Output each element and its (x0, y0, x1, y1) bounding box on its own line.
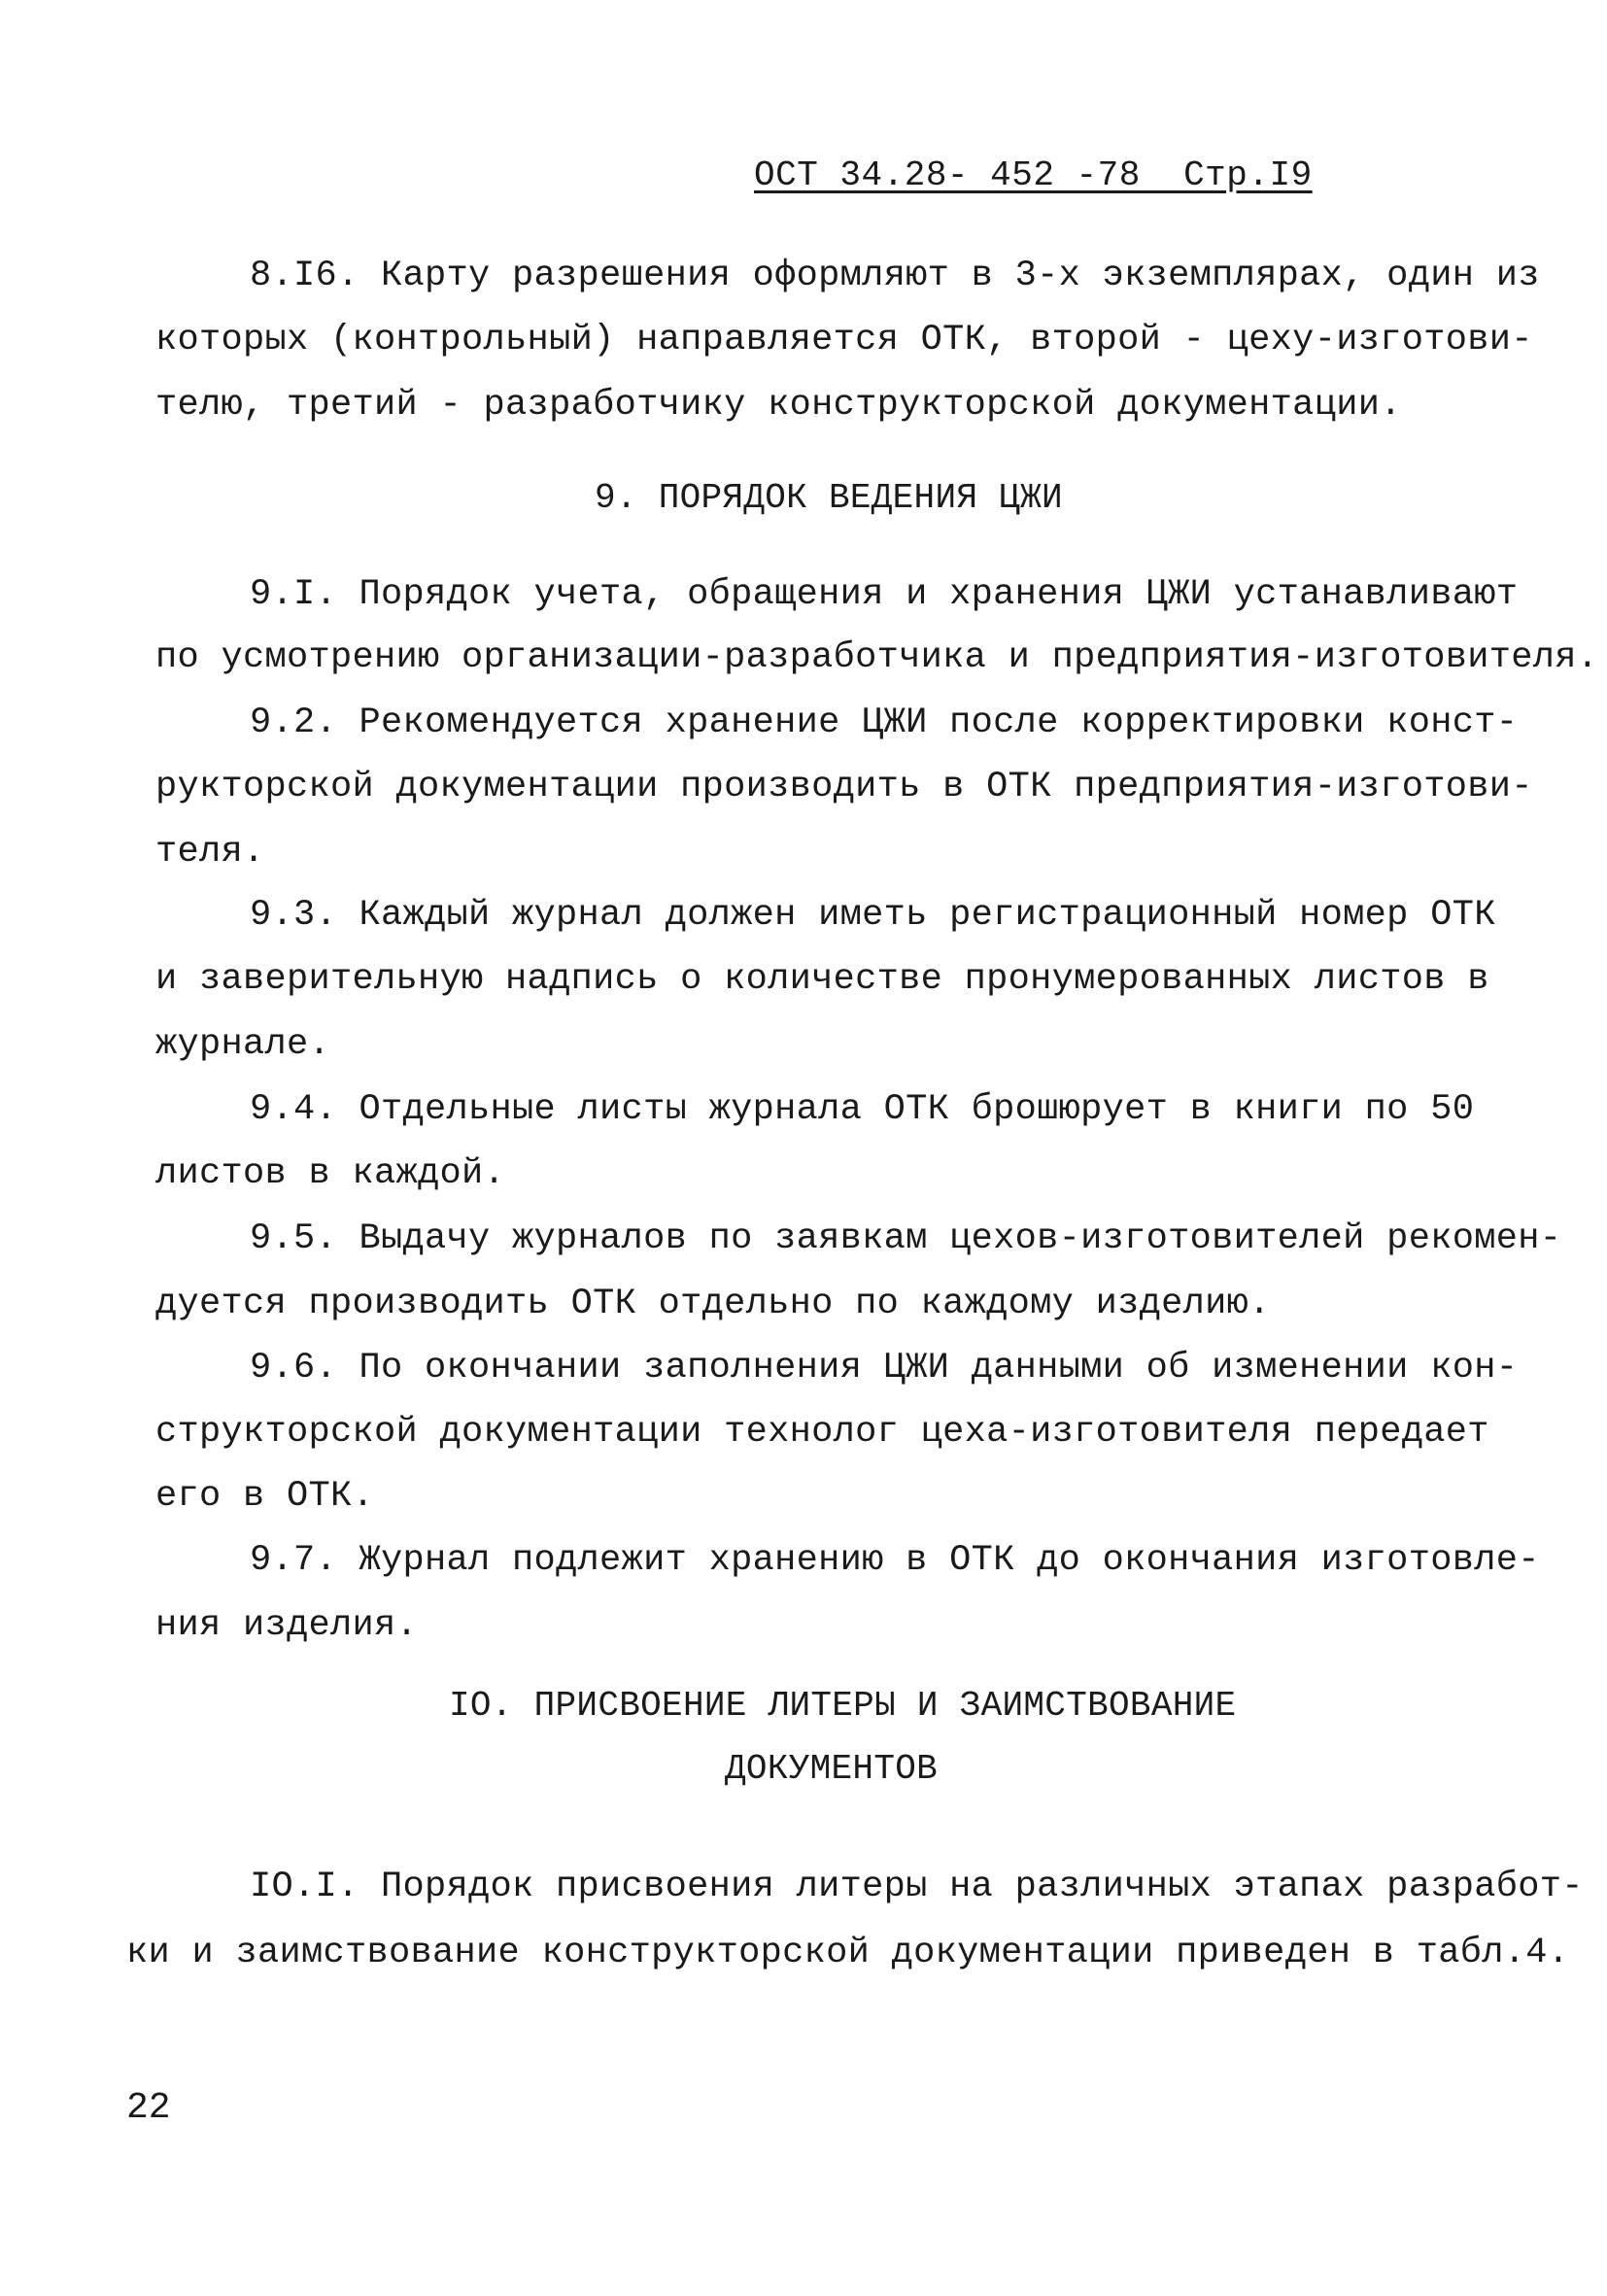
paragraph-10-1-line-2: ки и заимствование конструкторской документации приведен в табл.4. (126, 1933, 1570, 1973)
paragraph-9-6-line-2: структорской документации технолог цеха-изготовителя передает (155, 1412, 1489, 1453)
section-9-title: 9. ПОРЯДОК ВЕДЕНИЯ ЦЖИ (595, 478, 1063, 518)
section-10-title-line-1: IO. ПРИСВОЕНИЕ ЛИТЕРЫ И ЗАИМСТВОВАНИЕ (449, 1686, 1237, 1726)
paragraph-9-5-line-2: дуется производить ОТК отдельно по каждому изделию. (155, 1284, 1271, 1324)
paragraph-9-2-line-2: рукторской документации производить в ОТК предприятия-изготови- (155, 767, 1533, 807)
paragraph-9-4-line-2: листов в каждой. (155, 1153, 506, 1194)
paragraph-8-16-line-2: которых (контрольный) направляется ОТК, второй - цеху-изготови- (155, 320, 1533, 360)
paragraph-9-4-line-1: 9.4. Отдельные листы журнала ОТК брошюрует в книги по 50 (250, 1089, 1475, 1130)
paragraph-8-16-line-3: телю, третий - разработчику конструкторской документации. (155, 385, 1402, 426)
paragraph-9-1-line-2: по усмотрению организации-разработчика и предприятия-изготовителя. (155, 637, 1599, 678)
paragraph-9-5-line-1: 9.5. Выдачу журналов по заявкам цехов-изготовителей рекомен- (250, 1218, 1562, 1259)
paragraph-9-1-line-1: 9.I. Порядок учета, обращения и хранения ЦЖИ устанавливают (250, 574, 1519, 615)
paragraph-9-2-line-1: 9.2. Рекомендуется хранение ЦЖИ после корректировки конст- (250, 703, 1519, 743)
paragraph-10-1-line-1: IO.I. Порядок присвоения литеры на различных этапах разработ- (250, 1867, 1584, 1907)
paragraph-9-3-line-1: 9.3. Каждый журнал должен иметь регистрационный номер ОТК (250, 895, 1496, 936)
page-number: 22 (126, 2087, 171, 2129)
document-header: ОСТ 34.28- 452 -78 Стр.I9 (754, 155, 1313, 195)
paragraph-9-7-line-2: ния изделия. (155, 1605, 419, 1646)
paragraph-9-3-line-3: журнале. (155, 1024, 331, 1065)
paragraph-9-3-line-2: и заверительную надпись о количестве пронумерованных листов в (155, 959, 1489, 1000)
paragraph-9-7-line-1: 9.7. Журнал подлежит хранению в ОТК до окончания изготовле- (250, 1540, 1540, 1581)
paragraph-9-2-line-3: теля. (155, 832, 265, 873)
paragraph-9-6-line-3: его в ОТК. (155, 1476, 375, 1517)
section-10-title-line-2: ДОКУМЕНТОВ (725, 1749, 939, 1789)
paragraph-8-16-line-1: 8.I6. Карту разрешения оформляют в 3-х экземплярах, один из (250, 256, 1540, 296)
paragraph-9-6-line-1: 9.6. По окончании заполнения ЦЖИ данными об изменении кон- (250, 1348, 1519, 1388)
